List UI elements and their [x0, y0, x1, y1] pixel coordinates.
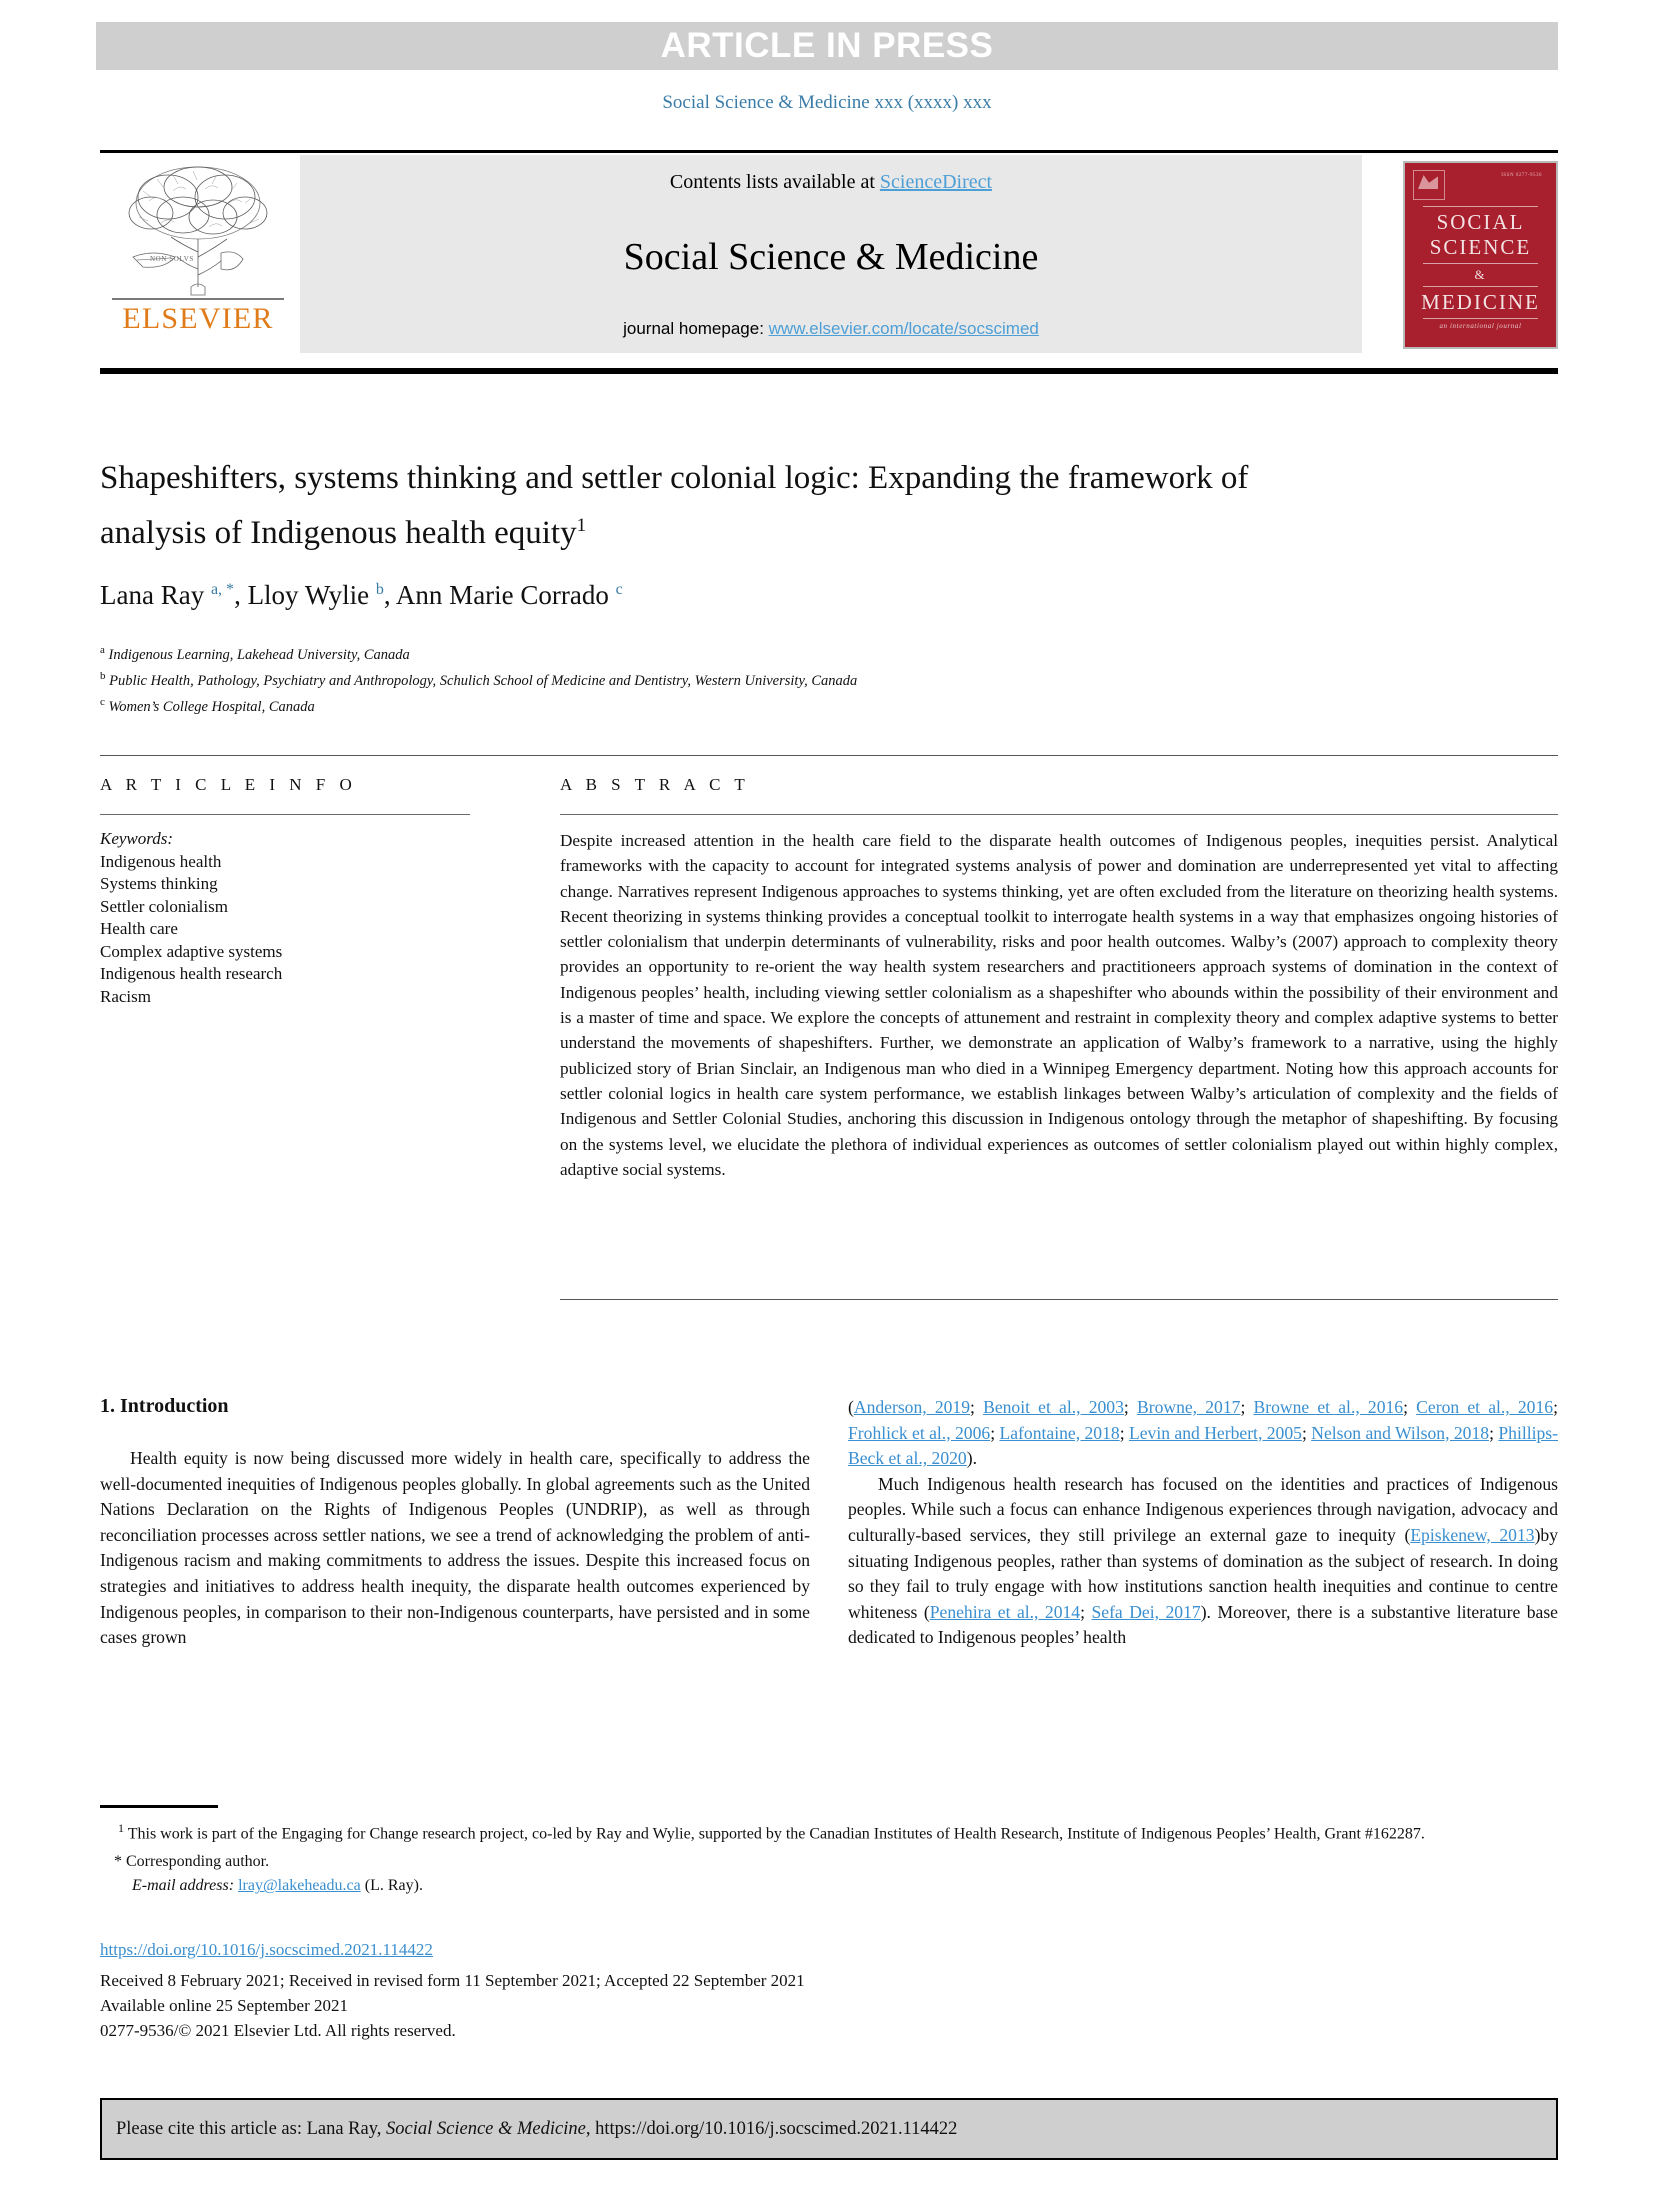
keyword-item: Racism: [100, 986, 151, 1006]
keywords-list: [100, 828, 470, 1008]
journal-homepage-line: [623, 319, 1039, 339]
abstract-text: Despite increased attention in the health care field to the disparate health outcomes of Indigenous peoples, inequities persist. Analytical frameworks with the capacity to account for integrated systems analysis of power and domination are underrepresented yet vital to affecting change. Narratives represent Indigenous approaches to systems thinking, yet are often excluded from the literature on theorizing health systems. Recent theorizing in systems thinking provides a conceptual toolkit to interrogate health systems in a way that emphasizes ongoing histories of settler colonialism that underpin determinants of vulnerability, risks and poor health outcomes. Walby’s (2007) approach to complexity theory provides an opportunity to re-orient the way health system researchers and practitioneers approach systems of domination in the context of Indigenous peoples’ health, including viewing settler colonialism as a shapeshifter who abounds within the possibility of their environment and is a master of time and space. We explore the concepts of attunement and restraint in complexity theory and complex adaptive systems to better understand the movements of shapeshifters. Further, we demonstrate an application of Walby’s framework to a narrative, using the highly publicized story of Brian Sinclair, an Indigenous man who died in a Winnipeg Emergency department. Noting how this approach accounts for settler colonial logics in health care system performance, we establish linkages between Walby’s articulation of complexity and the fields of Indigenous and Settler Colonial Studies, anchoring this discussion in Indigenous ontology through the metaphor of shapeshifting. By focusing on the systems level, we elucidate the plethora of individual experiences as outcomes of settler colonialism played out within highly complex, adaptive social systems.: [560, 831, 1558, 1179]
masthead-center: [300, 155, 1362, 353]
affiliation-marker: b: [100, 669, 106, 682]
article-in-press-banner: [96, 22, 1558, 70]
author-list: Lana Ray $^{a, *}$, Lloy Wylie $^b$, Ann Marie Corrado $^c$: [100, 580, 623, 610]
intro-paragraph-2: Much Indigenous health research has focused on the identities and practices of Indigenous peoples. While such a focus can enhance Indigenous experiences through navigation, advocacy and culturally-based services, they still privilege an external gaze to inequity (Episkenew, 2013)by situating Indigenous peoples, rather than systems of domination as the subject of research. In doing so they fail to truly engage with how institutions sanction health inequities and continue to centre whiteness (Penehira et al., 2014; Sefa Dei, 2017). Moreover, there is a substantive literature base dedicated to Indigenous peoples’ health: [848, 1473, 1559, 1648]
journal-cover-art: [1405, 163, 1556, 347]
abstract-rule: [560, 814, 1558, 815]
elsevier-logo-rule: [112, 298, 284, 300]
cover-subtitle: an international journal: [1439, 322, 1522, 330]
reference-citation[interactable]: Lafontaine, 2018: [999, 1422, 1120, 1443]
journal-reference-line: Social Science & Medicine xxx (xxxx) xxx: [662, 92, 992, 113]
article-info-heading: A R T I C L E I N F O: [100, 775, 357, 794]
reference-citation[interactable]: Anderson, 2019: [853, 1397, 971, 1417]
reference-citation[interactable]: Levin and Herbert, 2005: [1128, 1422, 1302, 1443]
cover-title-block: [1405, 203, 1556, 330]
citation-block: (Anderson, 2019; Benoit et al., 2003; Browne, 2017; Browne et al., 2016; Ceron et al., 2016; Frohlick et al., 2006; Lafontaine, 2018; Levin and Herbert, 2005; Nelson and Wilson, 2018; Phillips-Beck et al., 2020).: [848, 1397, 1558, 1469]
email-suffix: (L. Ray).: [364, 1877, 423, 1895]
cite-prefix: Please cite this article as: Lana Ray,: [116, 2118, 387, 2139]
cover-line-3: MEDICINE: [1421, 290, 1540, 314]
svg-text:NON SOLVS: NON SOLVS: [150, 255, 194, 263]
journal-cover-thumbnail[interactable]: [1403, 161, 1558, 349]
reference-citation[interactable]: Browne, 2017: [1136, 1397, 1241, 1417]
author-affil-marker: c: [615, 581, 623, 598]
reference-citation[interactable]: Ceron et al., 2016: [1416, 1397, 1554, 1417]
cover-ampersand: &: [1474, 267, 1487, 282]
article-info-rule: [100, 814, 470, 815]
abstract-column: [560, 775, 1558, 1182]
reference-citation[interactable]: Nelson and Wilson, 2018: [1311, 1422, 1490, 1443]
cover-line-2: SCIENCE: [1429, 235, 1532, 259]
reference-citation[interactable]: Sefa Dei, 2017: [1091, 1601, 1201, 1622]
author-email-link[interactable]: lray@lakeheadu.ca: [238, 1877, 361, 1895]
journal-homepage-link[interactable]: www.elsevier.com/locate/socscimed: [768, 319, 1039, 338]
article-in-press-label: ARTICLE IN PRESS: [660, 26, 994, 65]
footnote-corresponding-author: * Corresponding author.: [114, 1853, 270, 1871]
masthead-bottom-rule: [100, 368, 1558, 374]
affiliation-marker: c: [100, 695, 105, 708]
journal-title: Social Science & Medicine: [623, 235, 1039, 278]
article-title-text: Shapeshifters, systems thinking and settler colonial logic: Expanding the framework of analysis of Indigenous health equity: [100, 460, 1249, 551]
masthead-top-rule: [100, 150, 1558, 153]
homepage-prefix: journal homepage:: [623, 319, 769, 338]
cover-rule-mid2: [1423, 286, 1538, 287]
article-info-column: [100, 775, 470, 1008]
info-section-top-rule: [100, 755, 1558, 756]
intro-paragraph-1: Health equity is now being discussed more widely in health care, specifically to address the well-documented inequities of Indigenous peoples globally. In global agreements such as the United Nations Declaration on the Rights of Indigenous Peoples (UNDRIP), as well as through reconciliation processes across settler nations, we see a trend of acknowledging the problem of anti-Indigenous racism and making commitments to address the issues. Despite this increased focus on strategies and initiatives to address health inequity, the disparate health outcomes experienced by Indigenous peoples, in comparison to their non-Indigenous counterparts, have persisted and in some cases grown: [100, 1448, 810, 1648]
sciencedirect-link[interactable]: ScienceDirect: [879, 171, 993, 193]
cite-this-article-text: [102, 2119, 957, 2140]
footnote-block: [100, 1816, 1560, 1898]
elsevier-wordmark: ELSEVIER: [122, 302, 274, 335]
cover-rule-bottom: [1423, 318, 1538, 319]
publication-dates: [100, 1968, 805, 2043]
keyword-item: Indigenous health: [100, 851, 222, 871]
keyword-item: Settler colonialism: [100, 896, 228, 916]
reference-citation[interactable]: Phillips-Beck et al., 2020: [848, 1422, 1558, 1469]
cover-elsevier-mark-icon: [1413, 170, 1445, 200]
reference-citation[interactable]: Benoit et al., 2003: [983, 1397, 1124, 1417]
keyword-item: Indigenous health research: [100, 964, 283, 983]
cite-this-article-box: [100, 2098, 1558, 2160]
keyword-item: Complex adaptive systems: [100, 941, 283, 961]
email-label: E-mail address:: [132, 1877, 235, 1895]
available-online: Available online 25 September 2021: [100, 1996, 349, 2015]
received-dates: Received 8 February 2021; Received in revised form 11 September 2021; Accepted 22 September 2021: [100, 1971, 805, 1990]
title-footnote-marker: 1: [576, 515, 587, 536]
elsevier-logo: [100, 155, 296, 360]
footnote-email-line: [100, 1874, 1560, 1898]
cite-journal-name: Social Science & Medicine: [386, 2118, 586, 2139]
keyword-item: Systems thinking: [100, 874, 218, 893]
cover-rule-mid: [1423, 263, 1538, 264]
page-title: [100, 455, 1350, 557]
body-column-right: [848, 1395, 1558, 1651]
author-affil-marker: a, *: [210, 581, 235, 598]
body-column-left: [100, 1395, 810, 1651]
elsevier-tree-icon: [113, 157, 283, 297]
section-heading-introduction: 1. Introduction: [100, 1395, 229, 1417]
cover-issn-text: ISSN 0277-9536: [1501, 173, 1542, 178]
affiliation-item: $^b$ Public Health, Pathology, Psychiatry and Anthropology, Schulich School of Medicine and Dentistry, Western University, Canada: [100, 669, 858, 689]
footnote-rule: [100, 1805, 218, 1808]
reference-citation[interactable]: Browne et al., 2016: [1253, 1397, 1404, 1417]
cite-suffix: , https://doi.org/10.1016/j.socscimed.2021.114422: [585, 2118, 958, 2139]
abstract-bottom-rule: [560, 1299, 1558, 1300]
keyword-item: Health care: [100, 919, 178, 938]
footnote-funding-text: This work is part of the Engaging for Change research project, co-led by Ray and Wylie, supported by the Canadian Institutes of Health Research, Institute of Indigenous Peoples’ Health, Grant #162287.: [127, 1825, 1425, 1843]
keywords-label: Keywords:: [100, 829, 174, 848]
affiliation-item: $^a$ Indigenous Learning, Lakehead University, Canada: [100, 644, 410, 663]
contents-prefix: Contents lists available at: [669, 171, 880, 193]
reference-citation[interactable]: Frohlick et al., 2006: [848, 1422, 991, 1443]
doi-link[interactable]: https://doi.org/10.1016/j.socscimed.2021.114422: [100, 1940, 433, 1959]
contents-list-line: [670, 171, 992, 194]
copyright-line: 0277-9536/© 2021 Elsevier Ltd. All rights reserved.: [100, 2021, 456, 2040]
footnote-funding: [100, 1816, 1560, 1846]
abstract-heading: A B S T R A C T: [560, 775, 750, 794]
reference-citation[interactable]: Penehira et al., 2014: [929, 1601, 1081, 1622]
journal-masthead: [100, 155, 1558, 360]
cover-line-1: SOCIAL: [1436, 210, 1525, 234]
author-affil-marker: b: [375, 581, 384, 598]
affiliation-list: [100, 640, 1450, 717]
affiliation-item: $^c$ Women’s College Hospital, Canada: [100, 695, 315, 715]
reference-citation[interactable]: Episkenew, 2013: [1410, 1524, 1535, 1545]
footnote-marker-1: 1: [118, 1821, 124, 1835]
affiliation-marker: a: [100, 644, 105, 656]
cover-rule-top: [1423, 206, 1538, 207]
